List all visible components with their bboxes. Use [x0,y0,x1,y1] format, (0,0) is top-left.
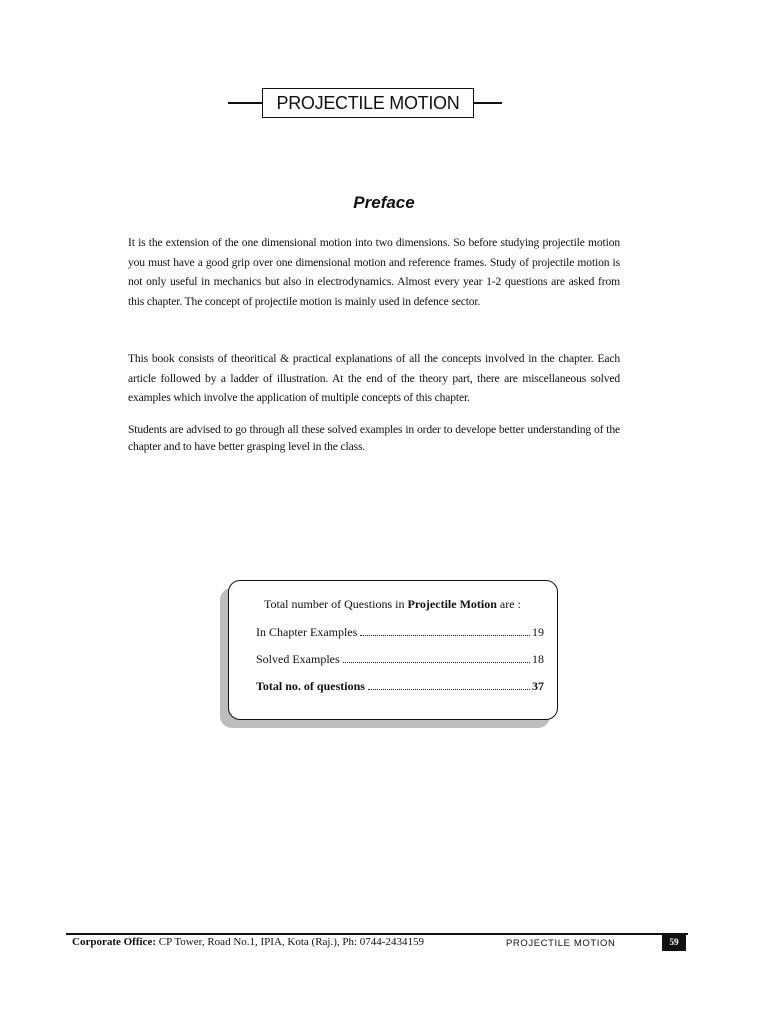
chapter-title: PROJECTILE MOTION [262,88,474,118]
footer-chapter-name: PROJECTILE MOTION [506,938,616,949]
summary-heading-prefix: Total number of Questions in [264,597,405,611]
summary-row-solved-examples [256,652,544,667]
row-value: 37 [532,679,544,693]
summary-heading-suffix: are : [499,597,521,611]
summary-row-total [256,679,544,694]
paragraph-advice: Students are advised to go through all these solved examples in order to develope better understanding of the chapter and to have better grasping level in the class. [128,423,620,453]
paragraph-book-contents: This book consists of theoritical & practical explanations of all the concepts involved in the chapter. Each article followed by a ladder of illustration. At the end of the theory part, there are miscellaneous solved examples which involve the application of multiple concepts of this chapter. [128,352,620,405]
preface-heading: Preface [353,193,415,212]
dot-leader [360,634,530,636]
paragraph-intro: It is the extension of the one dimensional motion into two dimensions. So before studying projectile motion you must have a good grip over one dimensional motion and reference frames. Study of projectile motion is not only useful in mechanics but also in electrodynamics. Almost every year 1-2 questions are asked from this chapter. The concept of projectile motion is mainly used in defence sector. [128,236,620,308]
summary-row-chapter-examples [256,625,544,640]
row-label: In Chapter Examples [256,625,358,639]
summary-heading [264,597,521,612]
title-rule-right [472,102,502,104]
row-label: Solved Examples [256,652,340,666]
title-rule-left [228,102,264,104]
summary-heading-subject: Projectile Motion [407,597,497,611]
footer-rule [66,933,688,935]
page-number: 59 [662,933,686,951]
footer-office [72,936,424,948]
row-value: 18 [532,652,544,666]
row-value: 19 [532,625,544,639]
row-label: Total no. of questions [256,679,365,693]
footer-office-address: CP Tower, Road No.1, IPIA, Kota (Raj.), Ph: 0744-2434159 [158,936,424,948]
footer-office-label: Corporate Office: [72,936,156,948]
dot-leader [343,661,530,663]
dot-leader [368,688,530,690]
